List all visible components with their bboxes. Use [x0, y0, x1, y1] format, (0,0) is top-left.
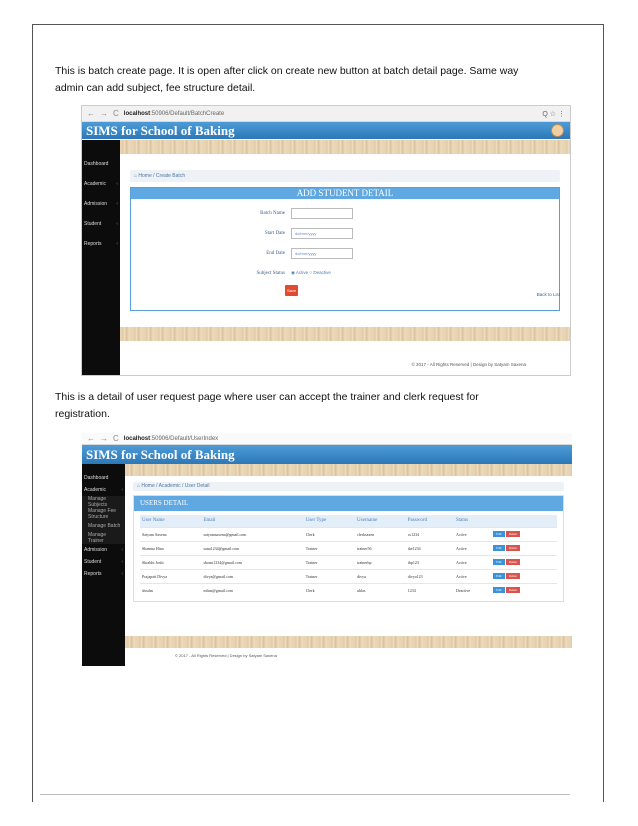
cell: Clerk [304, 583, 355, 597]
paragraph-user-request [55, 389, 575, 423]
sidebar-item-reports[interactable]: Reports ‹ [84, 571, 123, 577]
cell: satyamsaxena@gmail.com [201, 527, 303, 541]
cell: uhlas [355, 583, 406, 597]
column-header[interactable]: Email [201, 515, 303, 527]
table-row [140, 527, 557, 541]
breadcrumb[interactable]: ⌂ Home / Academic / User Detail [133, 482, 564, 491]
forward-icon[interactable]: → [100, 434, 108, 443]
cell: the1234 [406, 541, 454, 555]
cell: Deactive [454, 583, 491, 597]
row-actions [491, 569, 557, 583]
sidebar-item-manage-fee-structure[interactable]: Manage Fee Structure [82, 508, 125, 520]
row-actions [491, 541, 557, 555]
batch-name-input[interactable] [291, 208, 353, 219]
edit-button[interactable]: Edit [493, 587, 505, 593]
sidebar-item-admission[interactable]: Admission ‹ [84, 201, 118, 207]
sidebar-item-reports[interactable]: Reports ‹ [84, 241, 118, 247]
reload-icon[interactable]: C [113, 434, 119, 443]
status-radio-group[interactable]: ◉ Active ○ Deactive [291, 270, 331, 275]
field-label: Start Date [264, 230, 285, 236]
paragraph-batch-create [55, 63, 575, 97]
cell: Trainer [304, 569, 355, 583]
users-table [140, 515, 557, 597]
site-header [82, 122, 570, 139]
status-row [131, 263, 559, 283]
chevron-icon: ‹ [121, 559, 123, 565]
cell: divya@gmail.com [201, 569, 303, 583]
copyright: © 2017 - All Rights Reserved | Design by Satyam Saxena [411, 362, 526, 367]
cell: thp123 [406, 555, 454, 569]
cell: shiulas [140, 583, 201, 597]
paragraph-line: This is batch create page. It is open after click on create new button at batch detail page. Same way [55, 65, 519, 77]
table-row [140, 569, 557, 583]
table-row [140, 583, 557, 597]
start-date-row [131, 223, 559, 243]
wood-banner [120, 327, 570, 341]
cell: sbomi1234@gmail.com [201, 555, 303, 569]
site-title[interactable]: SIMS for School of Baking [86, 123, 235, 138]
field-label: Batch Name [260, 210, 285, 216]
edit-button[interactable]: Edit [493, 573, 505, 579]
chevron-icon: ‹ [116, 221, 118, 227]
breadcrumb[interactable]: ⌂ Home / Create Batch [130, 170, 560, 182]
panel-title: ADD STUDENT DETAIL [131, 188, 559, 199]
main-content [125, 464, 572, 666]
table-row [140, 541, 557, 555]
address-bar[interactable]: localhost:50906/Default/UserIndex [123, 435, 219, 442]
cell: Clerk [304, 527, 355, 541]
site-title[interactable]: SIMS for School of Baking [86, 447, 235, 462]
users-panel [133, 495, 564, 602]
browser-actions[interactable]: Q ☆ ⋮ [542, 110, 565, 118]
sidebar-item-dashboard[interactable]: Dashboard [84, 161, 109, 167]
cell: Active [454, 569, 491, 583]
sidebar-item-manage-subjects[interactable]: Manage Subjects [82, 496, 125, 508]
browser-toolbar [82, 433, 572, 445]
wood-banner [125, 636, 572, 648]
column-header[interactable]: User Type [304, 515, 355, 527]
sidebar [82, 140, 120, 375]
cell: Prajapati Divya [140, 569, 201, 583]
paragraph-line: registration. [55, 408, 110, 420]
field-label: Subject Status [256, 270, 285, 276]
screenshot-user-detail [82, 433, 572, 666]
cell: Satyam Saxena [140, 527, 201, 541]
chevron-icon: ‹ [116, 201, 118, 207]
wood-banner [120, 140, 570, 154]
wood-banner [125, 464, 572, 476]
sidebar-item-student[interactable]: Student ‹ [84, 221, 118, 227]
edit-button[interactable]: Edit [493, 545, 505, 551]
site-header [82, 445, 572, 464]
panel-title: USERS DETAIL [134, 496, 563, 511]
cell: Shamna Hina [140, 541, 201, 555]
screenshot-batch-create [81, 105, 571, 376]
cell: Active [454, 527, 491, 541]
sidebar-item-student[interactable]: Student ‹ [84, 559, 123, 565]
browser-toolbar [82, 106, 570, 122]
paragraph-line: admin can add subject, fee structure detail. [55, 82, 256, 94]
cell: Trainer [304, 555, 355, 569]
delete-button[interactable]: Delete [506, 573, 520, 579]
start-date-input[interactable]: dd/mm/yyyy [291, 228, 353, 239]
chevron-icon: ‹ [116, 241, 118, 247]
main-content [120, 140, 570, 375]
sidebar-item-manage-trainer[interactable]: Manage Trainer [82, 532, 125, 544]
sidebar-item-admission[interactable]: Admission ‹ [84, 547, 123, 553]
column-header[interactable]: User Name [140, 515, 201, 527]
table-row [140, 555, 557, 569]
edit-button[interactable]: Edit [493, 559, 505, 565]
cell: Trainer [304, 541, 355, 555]
delete-button[interactable]: Delete [506, 545, 520, 551]
chevron-icon: ‹ [121, 571, 123, 577]
reload-icon[interactable]: C [113, 109, 119, 118]
sidebar-item-academic[interactable]: Academic ‹ [84, 487, 123, 493]
table-header-row [140, 515, 557, 527]
forward-icon[interactable]: → [100, 109, 108, 118]
column-header[interactable]: Status [454, 515, 491, 527]
row-actions [491, 527, 557, 541]
batch-name-row [131, 203, 559, 223]
delete-button[interactable]: Delete [506, 531, 520, 537]
cell: Active [454, 541, 491, 555]
end-date-row [131, 243, 559, 263]
column-header[interactable]: Username [355, 515, 406, 527]
cell: trainer56 [355, 541, 406, 555]
cell: Active [454, 555, 491, 569]
column-header[interactable]: Password [406, 515, 454, 527]
footer-line [40, 794, 570, 795]
back-icon[interactable]: ← [87, 109, 95, 118]
cell: 1234 [406, 583, 454, 597]
sidebar [82, 464, 125, 666]
address-bar[interactable]: localhost:50906/Default/BatchCreate [123, 110, 225, 117]
avatar[interactable] [551, 124, 564, 137]
cell: cs1234 [406, 527, 454, 541]
row-actions [491, 555, 557, 569]
copyright: © 2017 - All Rights Reserved | Design by Satyam Saxena [175, 653, 277, 658]
cell: Shrabhi Joshi [140, 555, 201, 569]
row-actions [491, 583, 557, 597]
end-date-input[interactable]: dd/mm/yyyy [291, 248, 353, 259]
cell: sana1234@gmail.com [201, 541, 303, 555]
sidebar-item-academic[interactable]: Academic ‹ [84, 181, 118, 187]
chevron-icon: ‹ [121, 487, 123, 493]
delete-button[interactable]: Delete [506, 559, 520, 565]
back-to-list-link[interactable]: Back to List [536, 292, 560, 297]
back-icon[interactable]: ← [87, 434, 95, 443]
column-header [491, 515, 557, 527]
sidebar-item-manage-batch[interactable]: Manage Batch [82, 520, 125, 532]
cell: clerksaxen [355, 527, 406, 541]
field-label: End Date [266, 250, 285, 256]
chevron-icon: ‹ [121, 547, 123, 553]
cell: trainerbp [355, 555, 406, 569]
cell: divya [355, 569, 406, 583]
chevron-icon: ‹ [116, 181, 118, 187]
edit-button[interactable]: Edit [493, 531, 505, 537]
paragraph-line: This is a detail of user request page where user can accept the trainer and clerk request for [55, 391, 479, 403]
cell: mhus@gmail.com [201, 583, 303, 597]
add-detail-panel [130, 187, 560, 311]
sidebar-item-dashboard[interactable]: Dashboard [84, 475, 109, 481]
cell: divya123 [406, 569, 454, 583]
save-button[interactable]: Save [285, 285, 298, 296]
delete-button[interactable]: Delete [506, 587, 520, 593]
